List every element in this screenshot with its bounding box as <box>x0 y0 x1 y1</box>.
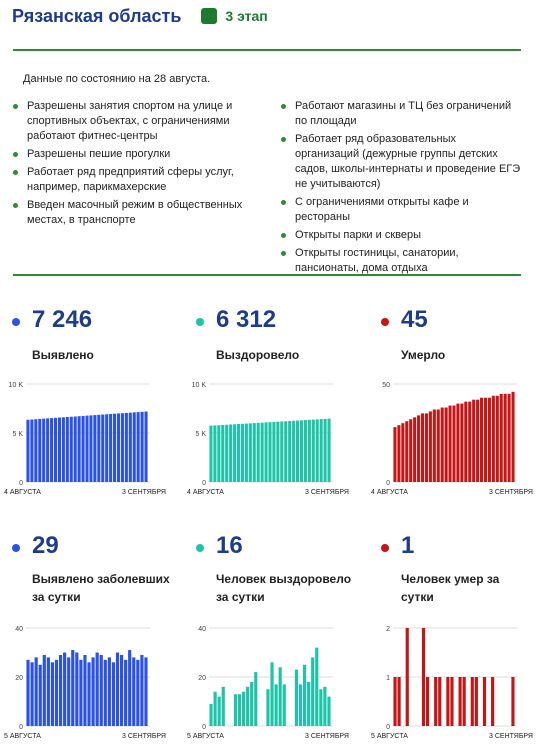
bar <box>217 425 220 482</box>
bar <box>66 417 69 482</box>
bar <box>54 418 57 482</box>
list-item: Открыты парки и скверы <box>281 228 521 243</box>
bar <box>89 415 92 482</box>
bar <box>425 413 428 482</box>
bar <box>276 422 279 482</box>
bar <box>132 657 135 726</box>
bar <box>464 402 467 482</box>
bar <box>30 420 33 483</box>
y-tick-label: 2 <box>386 626 390 633</box>
bar <box>406 628 409 726</box>
bar <box>96 653 99 727</box>
bar <box>475 677 478 726</box>
y-tick-label: 0 <box>202 724 206 731</box>
x-tick-label: 5 АВГУСТА <box>371 733 408 740</box>
bar <box>496 396 499 482</box>
bar <box>426 677 429 726</box>
bar <box>312 420 315 482</box>
bar <box>417 415 420 482</box>
bar <box>51 662 54 726</box>
y-tick-label: 20 <box>15 675 23 682</box>
bar <box>58 418 61 482</box>
bar <box>38 419 41 482</box>
bar <box>105 414 108 482</box>
list-item: Открыты гостиницы, санатории, пансионаты, дома отдыха <box>281 246 521 276</box>
bar <box>254 672 257 726</box>
bar <box>324 419 327 482</box>
y-tick-label: 10 K <box>191 382 206 389</box>
bar <box>245 424 248 482</box>
bar <box>209 704 212 726</box>
bar <box>82 416 85 482</box>
bar <box>145 412 148 482</box>
bar <box>246 687 249 726</box>
bar <box>136 660 139 726</box>
stat-label: Умерло <box>401 348 446 362</box>
bar <box>250 682 253 726</box>
bar <box>512 392 515 482</box>
y-tick-label: 5 K <box>12 431 23 438</box>
bar <box>284 421 287 482</box>
bar <box>295 670 298 726</box>
x-tick-label: 3 СЕНТЯБРЯ <box>122 489 166 496</box>
bar <box>133 412 136 482</box>
bar <box>79 660 82 726</box>
bar <box>304 420 307 482</box>
bar <box>398 677 401 726</box>
stat-recovered-total <box>196 306 366 366</box>
middle-divider <box>13 274 521 276</box>
chart-deaths-total <box>367 376 547 500</box>
bar <box>316 419 319 482</box>
bar <box>288 421 291 482</box>
bar <box>62 417 65 482</box>
bar <box>445 408 448 482</box>
x-tick-label: 4 АВГУСТА <box>187 489 224 496</box>
bar <box>397 425 400 482</box>
bar <box>460 404 463 482</box>
bar <box>303 665 306 726</box>
bar <box>209 426 212 482</box>
bar <box>92 657 95 726</box>
bar <box>401 423 404 482</box>
y-tick-label: 10 K <box>8 382 23 389</box>
bar <box>112 662 115 726</box>
bar <box>253 423 256 482</box>
series-dot-icon <box>381 544 389 552</box>
bar <box>484 398 487 482</box>
bar <box>234 694 237 726</box>
series-dot-icon <box>12 544 20 552</box>
x-tick-label: 5 АВГУСТА <box>4 733 41 740</box>
stat-label: Человек умер за сутки <box>401 572 500 604</box>
bar <box>241 424 244 482</box>
bar <box>129 413 132 482</box>
bar <box>70 417 73 482</box>
bar <box>446 677 449 726</box>
bar <box>229 424 232 482</box>
region-title: Рязанская область <box>12 5 182 26</box>
bar <box>270 662 273 726</box>
bar <box>43 655 46 726</box>
bar <box>433 409 436 482</box>
x-tick-label: 4 АВГУСТА <box>371 489 408 496</box>
chart-detected-daily <box>0 620 180 744</box>
bar <box>283 684 286 726</box>
x-tick-label: 3 СЕНТЯБРЯ <box>489 733 533 740</box>
chart-detected-total <box>0 376 180 500</box>
bar <box>233 424 236 482</box>
x-tick-label: 5 АВГУСТА <box>187 733 224 740</box>
bar <box>75 653 78 727</box>
bar <box>67 657 70 726</box>
bar <box>78 416 81 482</box>
stat-value: 6 312 <box>216 306 277 333</box>
bar <box>328 419 331 482</box>
y-tick-label: 40 <box>15 626 23 633</box>
chart-recovered-total <box>183 376 363 500</box>
bar <box>59 655 62 726</box>
bar <box>85 416 88 482</box>
bar <box>480 398 483 482</box>
series-dot-icon <box>12 318 20 326</box>
bar <box>120 655 123 726</box>
bar <box>121 413 124 482</box>
bar <box>272 422 275 482</box>
stage-color-icon <box>201 8 217 24</box>
bar <box>47 657 50 726</box>
bar <box>413 417 416 482</box>
bar <box>421 413 424 482</box>
bar <box>128 650 131 726</box>
bar <box>108 657 111 726</box>
bar <box>116 653 119 727</box>
x-tick-label: 3 СЕНТЯБРЯ <box>305 489 349 496</box>
bar <box>137 412 140 482</box>
bar <box>500 394 503 482</box>
bar <box>441 408 444 482</box>
series-dot-icon <box>196 318 204 326</box>
stat-detected-total <box>12 306 182 366</box>
bar <box>450 677 453 726</box>
header <box>12 4 268 28</box>
bar <box>323 687 326 726</box>
bar <box>26 660 29 726</box>
series-dot-icon <box>381 318 389 326</box>
bar <box>311 657 314 726</box>
bar <box>50 418 53 482</box>
bar <box>492 396 495 482</box>
bar <box>434 677 437 726</box>
chart-recovered-daily <box>183 620 363 744</box>
bar <box>101 415 104 482</box>
stat-label: Выздоровело <box>216 348 300 362</box>
bar <box>222 687 225 726</box>
list-item: Разрешены пешие прогулки <box>13 147 251 162</box>
y-tick-label: 1 <box>386 675 390 682</box>
stat-recovered-daily <box>196 532 366 608</box>
bar <box>393 677 396 726</box>
bar <box>237 424 240 482</box>
bar <box>124 660 127 726</box>
bar <box>459 677 462 726</box>
bar <box>504 394 507 482</box>
bar <box>483 677 486 726</box>
bar <box>26 420 29 482</box>
bar <box>319 689 322 726</box>
bar <box>74 416 77 482</box>
bar <box>308 420 311 482</box>
bar <box>35 657 38 726</box>
list-item: Разрешены занятия спортом на улице и спортивных объектах, с ограничениями работают фитнес-центры <box>13 99 251 144</box>
stat-label: Выявлено <box>32 348 94 362</box>
x-tick-label: 3 СЕНТЯБРЯ <box>489 489 533 496</box>
x-tick-label: 4 АВГУСТА <box>4 489 41 496</box>
bar <box>327 697 330 726</box>
bar <box>488 398 491 482</box>
stat-deaths-total <box>381 306 541 366</box>
list-item: Работает ряд предприятий сферы услуг, например, парикмахерские <box>13 165 251 195</box>
list-item: С ограничениями открыты кафе и рестораны <box>281 195 521 225</box>
bar <box>296 421 299 482</box>
bar <box>71 650 74 726</box>
bar <box>300 420 303 482</box>
bar <box>225 425 228 482</box>
bar <box>429 411 432 482</box>
bar <box>422 628 425 726</box>
bar <box>491 677 494 726</box>
list-item: Работает ряд образовательных организаций (дежурные группы детских садов, школы-интернаты и проведение ЕГЭ не учитываются) <box>281 132 521 192</box>
bar <box>511 677 514 726</box>
bar <box>125 413 128 482</box>
bar <box>437 409 440 482</box>
bar <box>471 677 474 726</box>
bar <box>214 692 217 726</box>
bar <box>275 684 278 726</box>
y-tick-label: 0 <box>386 724 390 731</box>
stat-detected-daily <box>12 532 182 608</box>
right-restrictions-list <box>281 99 521 279</box>
top-divider <box>13 49 521 51</box>
stage-label: 3 этап <box>225 8 268 24</box>
bar <box>242 692 245 726</box>
bar <box>315 648 318 726</box>
bar <box>320 419 323 482</box>
bar <box>463 677 466 726</box>
bar <box>221 425 224 482</box>
bar <box>438 677 441 726</box>
bar <box>100 655 103 726</box>
bar <box>472 400 475 482</box>
y-tick-label: 20 <box>198 675 206 682</box>
bar <box>140 655 143 726</box>
stat-label: Человек выздоровело за сутки <box>216 572 352 604</box>
bar <box>104 660 107 726</box>
bar <box>292 421 295 482</box>
bar <box>452 406 455 482</box>
stat-value: 1 <box>401 532 415 559</box>
bar <box>456 404 459 482</box>
bar <box>93 415 96 482</box>
bar <box>468 402 471 482</box>
bar <box>42 419 45 482</box>
bar <box>279 667 282 726</box>
bar <box>87 662 90 726</box>
y-tick-label: 50 <box>382 382 390 389</box>
bar <box>238 694 241 726</box>
x-tick-label: 3 СЕНТЯБРЯ <box>305 733 349 740</box>
y-tick-label: 40 <box>198 626 206 633</box>
chart-deaths-daily <box>367 620 547 744</box>
bar <box>63 653 66 727</box>
bar <box>34 419 37 482</box>
bar <box>265 422 268 482</box>
bar <box>508 394 511 482</box>
y-tick-label: 0 <box>386 480 390 487</box>
bar <box>261 423 264 482</box>
bar <box>39 665 42 726</box>
bar <box>55 660 58 726</box>
bar <box>218 697 221 726</box>
bar <box>31 662 34 726</box>
bar <box>409 419 412 482</box>
stat-value: 16 <box>216 532 243 559</box>
bar <box>449 406 452 482</box>
bar <box>405 421 408 482</box>
bar <box>97 415 100 482</box>
left-restrictions-list <box>13 99 251 231</box>
stat-value: 29 <box>32 532 59 559</box>
bar <box>266 689 269 726</box>
bar <box>249 423 252 482</box>
bar <box>113 414 116 482</box>
stat-deaths-daily <box>381 532 541 608</box>
stat-label: Выявлено заболевших за сутки <box>32 572 170 604</box>
bar <box>299 684 302 726</box>
series-dot-icon <box>196 544 204 552</box>
bar <box>257 423 260 482</box>
y-tick-label: 5 K <box>195 431 206 438</box>
list-item: Введен масочный режим в общественных местах, в транспорте <box>13 198 251 228</box>
y-tick-label: 0 <box>19 480 23 487</box>
bar <box>393 427 396 482</box>
y-tick-label: 0 <box>19 724 23 731</box>
date-line: Данные по состоянию на 28 августа. <box>23 73 211 85</box>
bar <box>117 413 120 482</box>
bar <box>109 414 112 482</box>
bar <box>144 657 147 726</box>
y-tick-label: 0 <box>202 480 206 487</box>
stat-value: 45 <box>401 306 428 333</box>
bar <box>280 421 283 482</box>
stat-value: 7 246 <box>32 306 93 333</box>
bar <box>141 412 144 482</box>
bar <box>307 682 310 726</box>
x-tick-label: 3 СЕНТЯБРЯ <box>122 733 166 740</box>
bar <box>476 400 479 482</box>
bar <box>83 655 86 726</box>
bar <box>46 418 49 482</box>
bar <box>213 425 216 482</box>
bar <box>268 422 271 482</box>
list-item: Работают магазины и ТЦ без ограничений по площади <box>281 99 521 129</box>
